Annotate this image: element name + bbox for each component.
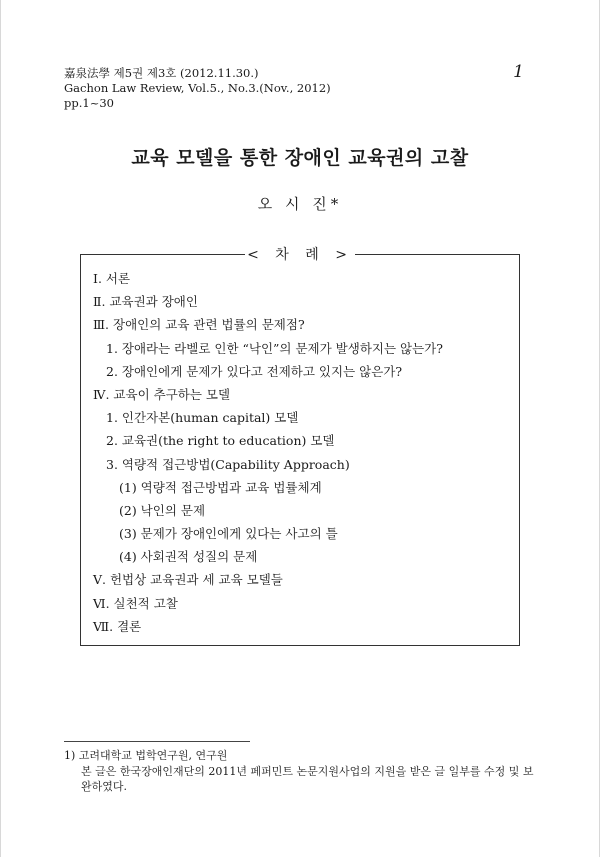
footnote-body: 본 글은 한국장애인재단의 2011년 페퍼민트 논문지원사업의 지원을 받은 글 일부를 수정 및 보완하였다. [81,764,534,793]
table-of-contents [80,247,520,646]
toc-item: Ⅲ. 장애인의 교육 관련 법률의 문제점? [93,317,305,333]
toc-item: Ⅴ. 헌법상 교육권과 세 교육 모델들 [93,572,283,588]
page-number: 1 [513,62,524,82]
toc-item: 1. 장애라는 라벨로 인한 “낙인”의 문제가 발생하지는 않는가? [106,340,443,356]
toc-item: 2. 교육권(the right to education) 모델 [106,433,335,449]
toc-heading-wrap [81,244,519,264]
toc-item: (2) 낙인의 문제 [119,502,206,518]
toc-item: Ⅳ. 교육이 추구하는 모델 [93,386,231,402]
toc-item: Ⅶ. 결론 [93,618,142,634]
paper-title: 교육 모델을 통한 장애인 교육권의 고찰 [131,147,469,169]
toc-item: (3) 문제가 장애인에게 있다는 사고의 틀 [119,526,338,542]
author: 오 시 진* [257,195,343,213]
toc-list [93,267,511,638]
toc-item: 2. 장애인에게 문제가 있다고 전제하고 있지는 않은가? [106,363,403,379]
journal-header [64,66,331,111]
journal-title-en: Gachon Law Review, Vol.5., No.3.(Nov., 2012) [64,81,331,95]
page-range: pp.1~30 [64,96,114,110]
toc-item: Ⅱ. 교육권과 장애인 [93,294,198,310]
toc-item: 1. 인간자본(human capital) 모델 [106,410,299,426]
toc-item: Ⅵ. 실천적 고찰 [93,595,178,611]
toc-item: (4) 사회권적 성질의 문제 [119,549,258,565]
toc-item: 3. 역량적 접근방법(Capability Approach) [106,456,350,472]
footnote [64,748,538,795]
toc-item: (1) 역량적 접근방법과 교육 법률체계 [119,479,322,495]
footnote-divider [64,741,250,742]
page-border-left [0,0,1,857]
footnote-affiliation: 1) 고려대학교 법학연구원, 연구원 [64,749,228,762]
journal-title-kr: 嘉泉法學 제5권 제3호 (2012.11.30.) [64,66,259,80]
toc-item: Ⅰ. 서론 [93,271,131,286]
toc-heading: < 차 례 > [247,247,353,263]
